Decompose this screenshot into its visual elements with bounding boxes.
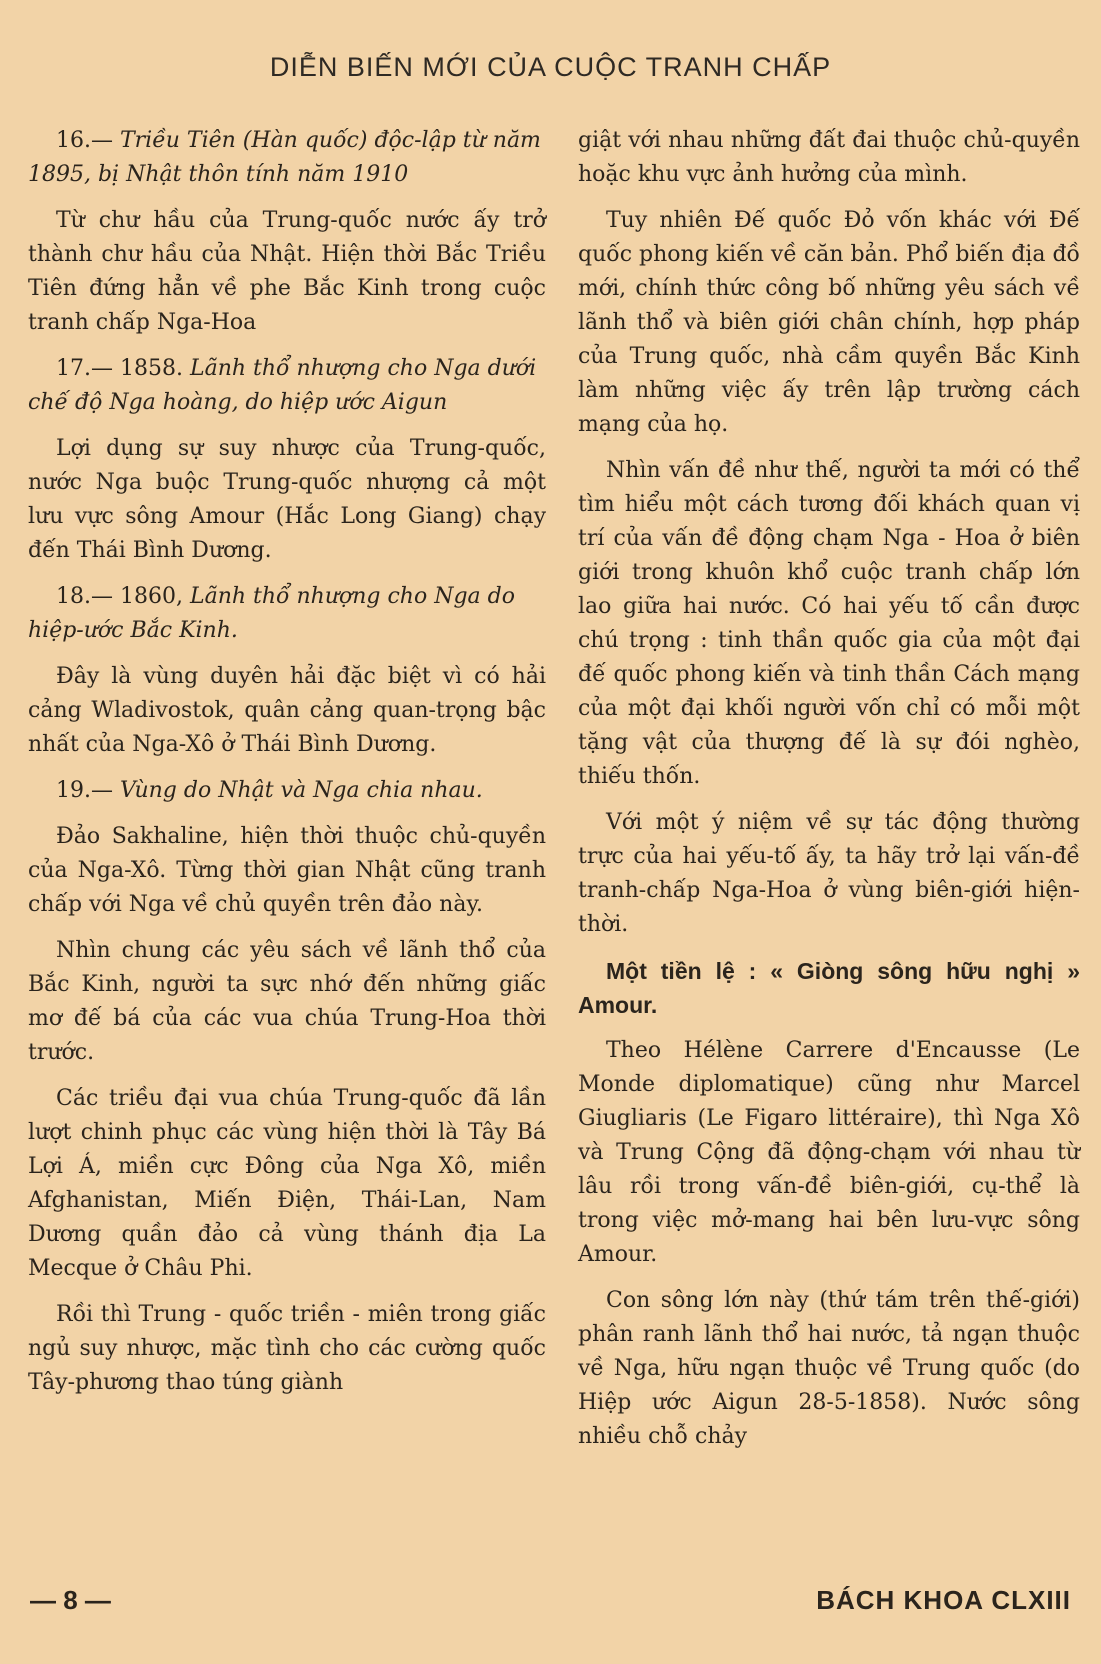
paragraph: Nhìn vấn đề như thế, người ta mới có thể tìm hiểu một cách tương đối khách quan vị trí của vấn đề động chạm Nga - Hoa ở biên giới trong khuôn khổ cuộc tranh chấp lớn lao giữa hai nước. Có hai yếu tố cần được chú trọng : tinh thần quốc gia của một đại đế quốc phong kiến và tinh thần Cách mạng của một đại khối người vốn chỉ có mỗi một tặng vật của thượng đế là sự đói nghèo, thiếu thốn. bbox=[578, 458, 1080, 789]
page-number: — 8 — bbox=[30, 1585, 111, 1615]
item-title: Triều Tiên (Hàn quốc) độc-lập từ năm 1895, bị Nhật thôn tính năm 1910 bbox=[28, 128, 541, 187]
right-column bbox=[578, 124, 1080, 1466]
item-18-heading bbox=[28, 580, 546, 648]
paragraph: Theo Hélène Carrere d'Encausse (Le Monde diplomatique) cũng như Marcel Giugliaris (Le Figaro littéraire), thì Nga Xô và Trung Cộng đã động-chạm với nhau từ lâu rồi trong vấn-đề biên-giới, cụ-thể là trong việc mở-mang hai bên lưu-vực sông Amour. bbox=[578, 1038, 1080, 1267]
item-16-body: Từ chư hầu của Trung-quốc nước ấy trở thành chư hầu của Nhật. Hiện thời Bắc Triều Tiên đứng hẳn về phe Bắc Kinh trong cuộc tranh chấp Nga-Hoa bbox=[28, 208, 546, 335]
paragraph: Với một ý niệm về sự tác động thường trực của hai yếu-tố ấy, ta hãy trở lại vấn-đề tranh-chấp Nga-Hoa ở vùng biên-giới hiện-thời. bbox=[578, 810, 1080, 937]
section-subheading: Một tiền lệ : « Giòng sông hữu nghị » Amour. bbox=[578, 958, 1080, 1018]
left-column bbox=[28, 124, 546, 1412]
item-title: Lãnh thổ nhượng cho Nga do hiệp-ước Bắc Kinh. bbox=[28, 584, 515, 643]
item-title: Vùng do Nhật và Nga chia nhau. bbox=[119, 778, 483, 803]
paragraph: Rồi thì Trung - quốc triền - miên trong giấc ngủ suy nhược, mặc tình cho các cường quốc Tây-phương thao túng giành bbox=[28, 1302, 546, 1395]
item-18-body: Đây là vùng duyên hải đặc biệt vì có hải cảng Wladivostok, quân cảng quan-trọng bậc nhất của Nga-Xô ở Thái Bình Dương. bbox=[28, 664, 546, 757]
running-title: DIỄN BIẾN MỚI CỦA CUỘC TRANH CHẤP bbox=[269, 52, 832, 82]
item-number: 19.— bbox=[56, 778, 120, 803]
item-19-heading bbox=[28, 774, 546, 808]
item-17-heading bbox=[28, 352, 546, 420]
paragraph: Con sông lớn này (thứ tám trên thế-giới) phân ranh lãnh thổ hai nước, tả ngạn thuộc về Nga, hữu ngạn thuộc về Trung quốc (do Hiệp ước Aigun 28-5-1858). Nước sông nhiều chỗ chảy bbox=[578, 1288, 1080, 1449]
item-17-body: Lợi dụng sự suy nhược của Trung-quốc, nước Nga buộc Trung-quốc nhượng cả một lưu vực sông Amour (Hắc Long Giang) chạy đến Thái Bình Dương. bbox=[28, 436, 546, 563]
item-number: 18.— 1860, bbox=[56, 584, 190, 609]
paragraph-continuation: giật với nhau những đất đai thuộc chủ-quyền hoặc khu vực ảnh hưởng của mình. bbox=[578, 128, 1080, 187]
item-title: Lãnh thổ nhượng cho Nga dưới chế độ Nga hoàng, do hiệp ước Aigun bbox=[28, 356, 537, 415]
paragraph: Các triều đại vua chúa Trung-quốc đã lần lượt chinh phục các vùng hiện thời là Tây Bá Lợi Á, miền cực Đông của Nga Xô, miền Afghanistan, Miến Điện, Thái-Lan, Nam Dương quần đảo cả vùng thánh địa La Mecque ở Châu Phi. bbox=[28, 1086, 546, 1281]
item-number: 16.— bbox=[56, 128, 120, 153]
item-19-body: Đảo Sakhaline, hiện thời thuộc chủ-quyền của Nga-Xô. Từng thời gian Nhật cũng tranh chấp với Nga về chủ quyền trên đảo này. bbox=[28, 824, 546, 917]
paragraph: Nhìn chung các yêu sách về lãnh thổ của Bắc Kinh, người ta sực nhớ đến những giấc mơ đế bá của các vua chúa Trung-Hoa thời trước. bbox=[28, 938, 546, 1065]
item-number: 17.— 1858. bbox=[56, 356, 190, 381]
publication-name: BÁCH KHOA CLXIII bbox=[816, 1585, 1071, 1615]
item-16-heading bbox=[28, 124, 546, 192]
paragraph: Tuy nhiên Đế quốc Đỏ vốn khác với Đế quốc phong kiến về căn bản. Phổ biến địa đồ mới, chính thức công bố những yêu sách về lãnh thổ và biên giới chân chính, hợp pháp của Trung quốc, nhà cầm quyền Bắc Kinh làm những việc ấy trên lập trường cách mạng của họ. bbox=[578, 208, 1080, 437]
